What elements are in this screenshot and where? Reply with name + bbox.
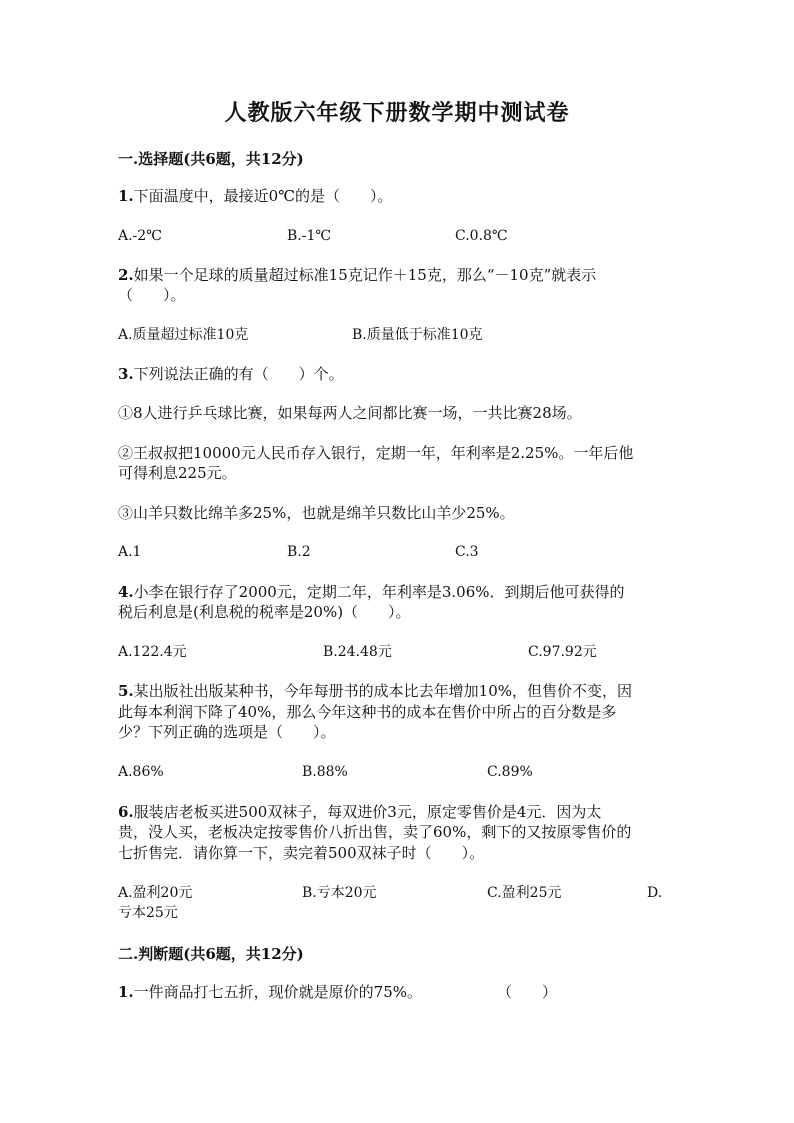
q3-statement-3: ③山羊只数比绵羊多25%，也就是绵羊只数比山羊少25%。 (118, 504, 515, 522)
question-3 (118, 364, 344, 384)
q3-option-b: B.2 (287, 544, 311, 560)
q6-option-b: B.亏本20元 (302, 885, 377, 901)
q5-option-c: C.89% (487, 764, 533, 780)
question-4-line2: 税后利息是(利息税的税率是20%)（ ）。 (118, 603, 411, 621)
q4-option-c: C.97.92元 (528, 644, 597, 660)
q4-option-a: A.122.4元 (118, 644, 187, 660)
q5-option-b: B.88% (302, 764, 348, 780)
question-2 (118, 265, 596, 285)
q3-option-c: C.3 (455, 544, 479, 560)
section-heading-judgement: 二.判断题(共6题，共12分) (118, 945, 304, 963)
q2-option-b: B.质量低于标准10克 (352, 327, 483, 343)
question-text-line1: 如果一个足球的质量超过标准15克记作＋15克，那么“－10克”就表示 (133, 266, 597, 284)
question-5 (118, 681, 632, 701)
page-title: 人教版六年级下册数学期中测试卷 (224, 100, 570, 126)
question-5-line2: 此每本利润下降了40%，那么今年这种书的成本在售价中所占的百分数是多 (118, 703, 617, 721)
q1-option-c: C.0.8℃ (455, 228, 508, 244)
question-number: 1. (118, 983, 134, 1001)
judgement-1 (118, 982, 422, 1002)
q1-option-b: B.-1℃ (287, 228, 332, 244)
question-4 (118, 582, 625, 602)
q3-statement-1: ①8人进行乒乓球比赛，如果每两人之间都比赛一场，一共比赛28场。 (118, 404, 582, 422)
q6-option-c: C.盈利25元 (487, 885, 562, 901)
question-number: 6. (118, 803, 134, 821)
question-2-line2: （ ）。 (118, 286, 186, 304)
answer-parentheses: （ ） (497, 983, 558, 1001)
question-text-line1: 某出版社出版某种书，今年每册书的成本比去年增加10%，但售价不变，因 (133, 682, 633, 700)
question-6-line2: 贵，没人买，老板决定按零售价八折出售，卖了60%，剩下的又按原零售价的 (118, 823, 632, 841)
question-6 (118, 802, 601, 822)
q1-option-a: A.-2℃ (118, 228, 162, 244)
question-text: 下列说法正确的有（ ）个。 (133, 365, 344, 383)
question-1 (118, 186, 393, 206)
q6-option-a: A.盈利20元 (118, 885, 193, 901)
q3-statement-2-line1: ②王叔叔把10000元人民币存入银行，定期一年，年利率是2.25%。一年后他 (118, 444, 634, 462)
question-number: 2. (118, 266, 134, 284)
q3-option-a: A.1 (118, 544, 142, 560)
q3-statement-2-line2: 可得利息225元。 (118, 464, 237, 482)
question-text: 下面温度中，最接近0℃的是（ ）。 (133, 187, 393, 205)
q2-option-a: A.质量超过标准10克 (118, 327, 249, 343)
question-6-line3: 七折售完．请你算一下，卖完着500双袜子时（ ）。 (118, 844, 485, 862)
question-number: 4. (118, 583, 134, 601)
question-number: 1. (118, 187, 134, 205)
q6-option-d-text: 亏本25元 (118, 905, 178, 921)
question-5-line3: 少？下列正确的选项是（ ）。 (118, 723, 336, 741)
question-number: 5. (118, 682, 134, 700)
question-text-line1: 小李在银行存了2000元，定期二年，年利率是3.06%．到期后他可获得的 (133, 583, 625, 601)
question-text: 一件商品打七五折，现价就是原价的75%。 (133, 983, 423, 1001)
q6-option-d: D. (647, 885, 663, 901)
section-heading-choice: 一.选择题(共6题，共12分) (118, 150, 304, 168)
question-text-line1: 服装店老板买进500双袜子，每双进价3元，原定零售价是4元．因为太 (133, 803, 602, 821)
question-number: 3. (118, 365, 134, 383)
q5-option-a: A.86% (118, 764, 164, 780)
q4-option-b: B.24.48元 (323, 644, 392, 660)
